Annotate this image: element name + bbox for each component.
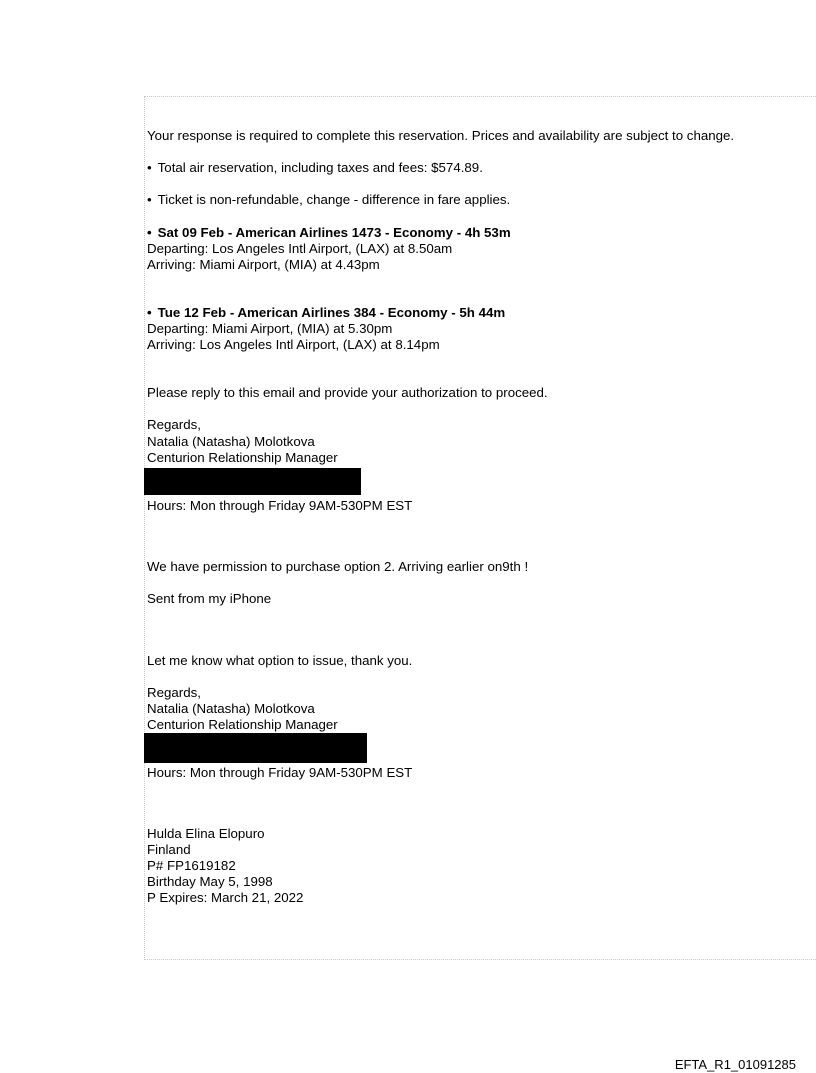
passport-expiry: P Expires: March 21, 2022 xyxy=(147,890,304,905)
bullet-total-price xyxy=(147,160,483,176)
passenger-passport: P# FP1619182 xyxy=(147,858,236,873)
issue-request-text: Let me know what option to issue, thank you. xyxy=(147,653,413,668)
document-id: EFTA_R1_01091285 xyxy=(674,1057,796,1072)
signature-1-hours: Hours: Mon through Friday 9AM-530PM EST xyxy=(147,498,413,513)
signature-2-hours: Hours: Mon through Friday 9AM-530PM EST xyxy=(147,765,413,780)
refund-policy-text: Ticket is non-refundable, change - difference in fare applies. xyxy=(157,192,511,207)
flight-1-arriving: Arriving: Miami Airport, (MIA) at 4.43pm xyxy=(147,257,380,272)
flight-2-departing: Departing: Miami Airport, (MIA) at 5.30pm xyxy=(147,321,393,336)
reply-request-text: Please reply to this email and provide your authorization to proceed. xyxy=(147,385,548,400)
redaction-block xyxy=(144,733,367,763)
redaction-block xyxy=(144,468,361,495)
sent-from-text: Sent from my iPhone xyxy=(147,591,272,606)
passenger-birthday: Birthday May 5, 1998 xyxy=(147,874,273,889)
intro-text: Your response is required to complete this reservation. Prices and availability are subject to change. xyxy=(147,128,735,143)
flight-1-departing: Departing: Los Angeles Intl Airport, (LAX) at 8.50am xyxy=(147,241,453,256)
signature-1-regards: Regards, xyxy=(147,417,201,432)
flight-2-arriving: Arriving: Los Angeles Intl Airport, (LAX) at 8.14pm xyxy=(147,337,440,352)
bullet-glyph: • xyxy=(147,305,152,320)
flight-2-heading-text: Tue 12 Feb - American Airlines 384 - Economy - 5h 44m xyxy=(157,305,506,320)
total-price-text: Total air reservation, including taxes and fees: $574.89. xyxy=(157,160,483,175)
passenger-country: Finland xyxy=(147,842,191,857)
signature-1-name: Natalia (Natasha) Molotkova xyxy=(147,434,315,449)
flight-1-heading-text: Sat 09 Feb - American Airlines 1473 - Economy - 4h 53m xyxy=(157,225,511,240)
bullet-refund-policy xyxy=(147,192,510,208)
signature-2-name: Natalia (Natasha) Molotkova xyxy=(147,701,315,716)
flight-1-heading xyxy=(147,225,511,241)
bullet-glyph: • xyxy=(147,192,152,207)
reply-message-text: We have permission to purchase option 2. Arriving earlier on9th ! xyxy=(147,559,529,574)
signature-2-title: Centurion Relationship Manager xyxy=(147,717,338,732)
bullet-glyph: • xyxy=(147,225,152,240)
passenger-name: Hulda Elina Elopuro xyxy=(147,826,265,841)
bullet-glyph: • xyxy=(147,160,152,175)
flight-2-heading xyxy=(147,305,505,321)
signature-2-regards: Regards, xyxy=(147,685,201,700)
signature-1-title: Centurion Relationship Manager xyxy=(147,450,338,465)
